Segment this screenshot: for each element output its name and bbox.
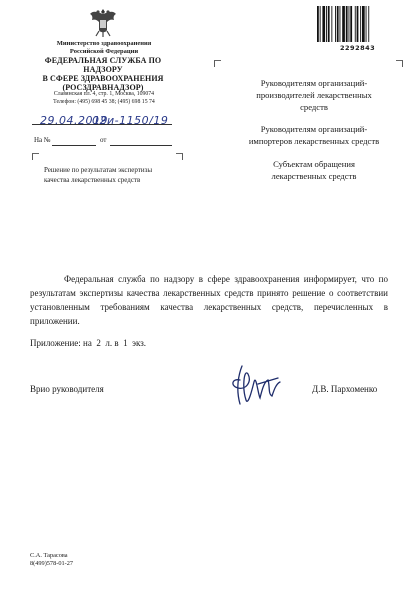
reference-date-label: от [100,136,107,144]
recipient-block: Руководителям организаций- производителей лекарственных средств [256,78,372,112]
bracket-corner-icon [396,60,403,67]
signatory-name: Д.В. Пархоменко [312,384,378,394]
recipient-block: Субъектам обращения лекарственных средств [271,159,357,181]
attachment-note: Приложение: на 2 л. в 1 экз. [30,338,147,348]
ministry-name: Министерство здравоохранения Российской Федерации [56,40,152,55]
registration-date: 29.04.2019 [40,114,108,127]
bracket-corner-icon [32,153,39,160]
signatory-position: Врио руководителя [30,384,104,394]
registration-line [32,124,172,125]
executor-info: С.А. Тарасова 8(499)578-01-27 [30,552,74,567]
barcode-number: 2292843 [340,44,376,52]
bracket-corner-icon [176,153,183,160]
agency-address: Славянская пл. 4, стр. 1, Москва, 109074 Телефон: (495) 698 45 38; (495) 698 15 74 [53,91,155,105]
handwritten-signature-icon [228,360,288,410]
reference-number-line [52,145,96,146]
letter-body: Федеральная служба по надзору в сфере здравоохранения информирует, что по результатам экспертизы качества лекарственных средств принято решение о соответствии установленным требованиям качества лекарственных средств, перечисленных в приложении. [30,274,388,326]
reference-date-line [110,145,172,146]
double-headed-eagle-icon [88,6,118,38]
barcode [316,6,390,42]
bracket-corner-icon [214,60,221,67]
registration-number: 02и-1150/19 [92,114,169,127]
agency-name: ФЕДЕРАЛЬНАЯ СЛУЖБА ПО НАДЗОРУ В СФЕРЕ ЗДРАВООХРАНЕНИЯ (РОСЗДРАВНАДЗОР) [42,56,164,92]
reference-number-label: На № [34,136,51,144]
letter-subject: Решение по результатам экспертизы качества лекарственных средств [44,166,153,184]
recipient-block: Руководителям организаций- импортеров лекарственных средств [248,124,380,146]
